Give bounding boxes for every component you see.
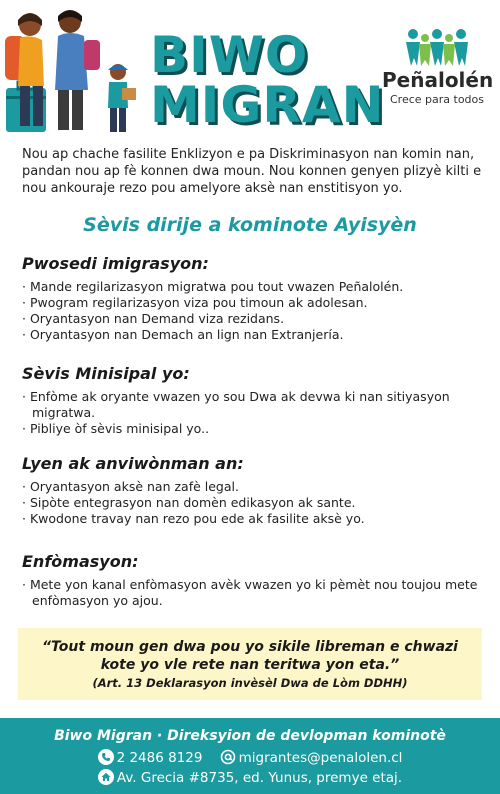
address: Av. Grecia #8735, ed. Yunus, premye etaj. (116, 770, 403, 786)
header (0, 0, 500, 140)
address-row (0, 769, 500, 786)
contact-row (0, 749, 500, 766)
logo-tagline: Crece para todos (389, 93, 484, 106)
list-item: · Sipòte entegrasyon nan domèn edikasyon ak sante. (22, 495, 482, 511)
section-immigration-procedures (22, 254, 482, 343)
bullet-list (22, 279, 482, 343)
list-item: · Pwogram regilarizasyon viza pou timoun ak adolesan. (22, 295, 482, 311)
list-item: · Mete yon kanal enfòmasyon avèk vwazen yo ki pèmèt nou toujou mete enfòmasyon yo ajou. (22, 577, 482, 609)
section-heading: Sèvis dirije a kominote Ayisyèn (83, 214, 417, 236)
logo-name: Peñalolén (382, 68, 494, 92)
page-title: BIWO MIGRAN (150, 26, 385, 134)
section-title: Sèvis Minisipal yo: (22, 364, 190, 383)
list-item: · Enfòme ak oryante vwazen yo sou Dwa ak devwa ki nan sitiyasyon migratwa. (22, 389, 482, 421)
list-item: · Oryantasyon nan Demach an lign nan Extranjería. (22, 327, 482, 343)
list-item: · Mande regilarizasyon migratwa pou tout vwazen Peñalolén. (22, 279, 482, 295)
bullet-list (22, 479, 482, 527)
bullet-list (22, 577, 482, 609)
list-item: · Pibliye òf sèvis minisipal yo.. (22, 421, 482, 437)
section-information (22, 552, 482, 609)
list-item: · Oryantasyon nan Demand viza rezidans. (22, 311, 482, 327)
phone-number[interactable]: 2 2486 8129 (116, 750, 203, 766)
quote-text: “Tout moun gen dwa pou yo sikile libreman e chwazi kote yo vle rete nan teritwa yon eta.” (42, 639, 458, 673)
section-title: Pwosedi imigrasyon: (22, 254, 209, 273)
email-at-icon (220, 749, 236, 765)
section-title: Enfòmasyon: (22, 552, 139, 571)
quote-reference: (Art. 13 Deklarasyon invèsèl Dwa de Lòm DDHH) (92, 676, 408, 690)
phone-icon (98, 749, 114, 765)
list-item: · Oryantasyon aksè nan zafè legal. (22, 479, 482, 495)
penalolen-logo (382, 28, 492, 108)
section-environment-links (22, 454, 482, 527)
intro-paragraph: Nou ap chache fasilite Enklizyon e pa Diskriminasyon nan komin nan, pandan nou ap fè konnen dwa moun. Nou konnen genyen plizyè kilti e nou ankouraje rezo pou amelyore aksè nan enstitisyon yo. (22, 147, 482, 196)
home-icon (98, 769, 114, 785)
migrant-family-illustration (0, 0, 145, 140)
list-item: · Kwodone travay nan rezo pou ede ak fasilite aksè yo. (22, 511, 482, 527)
quote-box (18, 628, 482, 700)
section-municipal-services (22, 364, 482, 437)
section-title: Lyen ak anviwònman an: (22, 454, 244, 473)
logo-figures-icon (404, 28, 470, 68)
footer (0, 718, 500, 794)
footer-title: Biwo Migran · Direksyion de devlopman kominotè (54, 728, 446, 744)
email-address[interactable]: migrantes@penalolen.cl (238, 750, 403, 766)
bullet-list (22, 389, 482, 437)
